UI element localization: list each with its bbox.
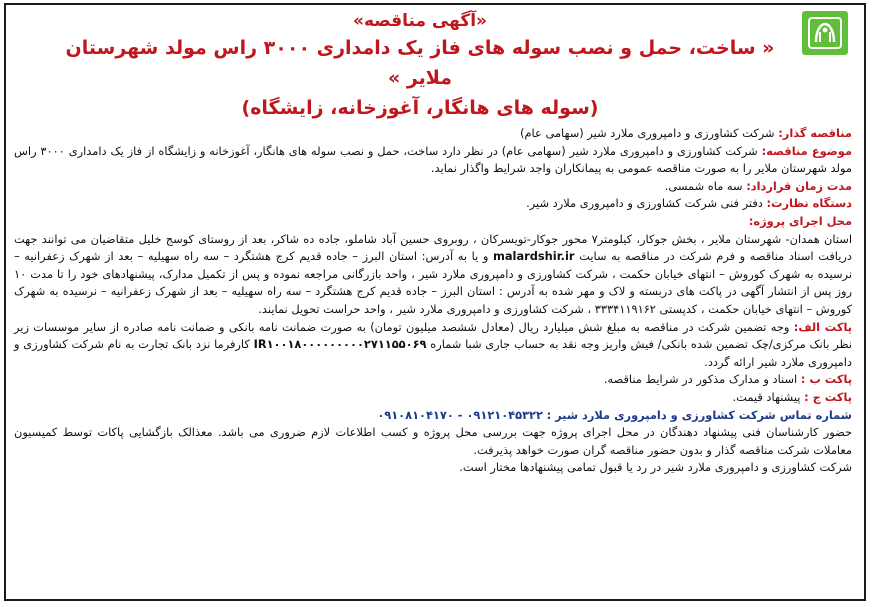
duration-value: سه ماه شمسی. bbox=[664, 178, 743, 193]
website-link[interactable]: malardshir.ir bbox=[492, 249, 575, 264]
packet-b-label: پاکت ب : bbox=[800, 372, 852, 387]
subject-value: شرکت کشاورزی و دامپروری ملارد شیر (سهامی عام) در نظر دارد ساخت، حمل و نصب سوله های هانگار، آغوزخانه و زایشگاه از فاز یک دامداری ۳۰۰۰ راس مولد شهرستان ملایر را به صورت مناقصه عمومی به پیمانکاران واجد شرایط واگذار نماید. bbox=[14, 143, 852, 176]
subject-label: موضوع مناقصه: bbox=[761, 143, 852, 158]
notice-subtitle-2: (سوله های هانگار، آغوزخانه، زایشگاه) bbox=[241, 97, 599, 119]
notice-title: «آگهی مناقصه» bbox=[352, 11, 488, 31]
note-2: شرکت کشاورزی و دامپروری ملارد شیر در رد یا قبول تمامی پیشنهادها مختار است. bbox=[459, 460, 852, 475]
notice-body bbox=[14, 125, 852, 477]
location-text-1: استان همدان- شهرستان ملایر ، بخش جوکار، کیلومتر۷ محور جوکار-تویسرکان ، روبروی حسین آباد شاملو، جاده ده شاکر، بعد از روستای کوسج خلیل متقاضیان می توانند جهت دریافت اسناد مناقصه و فرم شرکت در مناقصه به سایت bbox=[14, 231, 853, 264]
contact-line bbox=[14, 407, 852, 425]
location-text-2: و یا به آدرس: استان البرز – جاده قدیم کرج هشتگرد – سه راه سهیلیه – بعد از شهرک زعفرانیه – نرسیده به شهرک کوروش – انتهای خیابان حکمت ، شرکت کشاورزی و دامپروری ملارد شیر ، واحد بازرگانی مراجعه نموده و پس از تکمیل مدارک، پیشنهادهای خود را تا مدت ۱۰ روز پس از انتشار آگهی در پاکت های دربسته و لاک و مهر شده به آدرس : استان البرز – جاده قدیم کرج هشتگرد – سه راه سهیلیه – بعد از شهرک زعفرانیه – نرسیده به شهرک کوروش – انتهای خیابان حکمت ، کدپستی ۳۳۳۴۱۱۹۱۶۲ ، شرکت کشاورزی و دامپروری ملارد شیر ، واحد حراست تحویل نمایند. bbox=[14, 249, 852, 316]
contact-numbers: ۰۹۱۲۱۰۴۵۳۲۲ - ۰۹۱۰۸۱۰۴۱۷۰ bbox=[377, 407, 543, 422]
notice-header bbox=[46, 9, 794, 123]
tender-giver-value: شرکت کشاورزی و دامپروری ملارد شیر (سهامی عام) bbox=[520, 126, 775, 140]
tender-giver-label: مناقصه گذار: bbox=[778, 126, 852, 140]
packet-b-text: اسناد و مدارک مذکور در شرایط مناقصه. bbox=[603, 372, 798, 387]
supervisor bbox=[14, 195, 852, 213]
notice-subtitle: « ساخت، حمل و نصب سوله های فاز یک دامداری ۳۰۰۰ راس مولد شهرستان ملایر » bbox=[65, 37, 775, 89]
contact-label: شماره تماس شرکت کشاورزی و دامپروری ملارد شیر : bbox=[546, 407, 852, 422]
project-location bbox=[14, 213, 852, 319]
packet-a-text-2: کارفرما نزد بانک تجارت به نام شرکت کشاورزی و دامپروری ملارد شیر ارائه گردد. bbox=[14, 337, 852, 369]
tender-subject bbox=[14, 143, 852, 178]
notice-frame bbox=[4, 3, 866, 601]
supervisor-value: دفتر فنی شرکت کشاورزی و دامپروری ملارد شیر. bbox=[526, 196, 763, 211]
tender-giver bbox=[14, 125, 852, 143]
supervisor-label: دستگاه نظارت: bbox=[766, 196, 852, 211]
company-logo-icon bbox=[807, 16, 843, 50]
sheba-number: IR۱۰۰۱۸۰۰۰۰۰۰۰۰۰۲۷۱۱۵۵۰۶۹ bbox=[253, 337, 427, 352]
company-logo bbox=[802, 11, 848, 55]
packet-c-text: پیشنهاد قیمت. bbox=[732, 389, 801, 404]
note-1: حضور کارشناسان فنی پیشنهاد دهندگان در محل اجرای پروژه جهت بررسی محل پروژه و کسب اطلاعات لازم ضروری می باشد. معذالک بازگشایی پاکات توسط کمیسیون معاملات شرکت مناقصه گذار و بدون حضور مناقصه گران صورت خواهد پذیرفت. bbox=[14, 425, 852, 457]
duration-label: مدت زمان قرارداد: bbox=[746, 178, 852, 193]
packet-a-label: پاکت الف: bbox=[793, 319, 852, 334]
packet-b bbox=[14, 371, 852, 389]
contract-duration bbox=[14, 178, 852, 196]
packet-c-label: پاکت ج : bbox=[804, 389, 852, 404]
packet-c bbox=[14, 389, 852, 407]
location-label: محل اجرای پروژه: bbox=[748, 213, 852, 228]
packet-a-text: وجه تضمین شرکت در مناقصه به مبلغ شش میلیارد ریال (معادل ششصد میلیون تومان) به صورت ضمانت نامه بانکی و ضمانت نامه صادره از سایر موسسات زیر نظر بانک مرکزی/چک تضمین شده بانکی/ فیش واریز وجه نقد به حساب جاری شبا شماره bbox=[14, 319, 852, 352]
packet-a bbox=[14, 319, 852, 372]
